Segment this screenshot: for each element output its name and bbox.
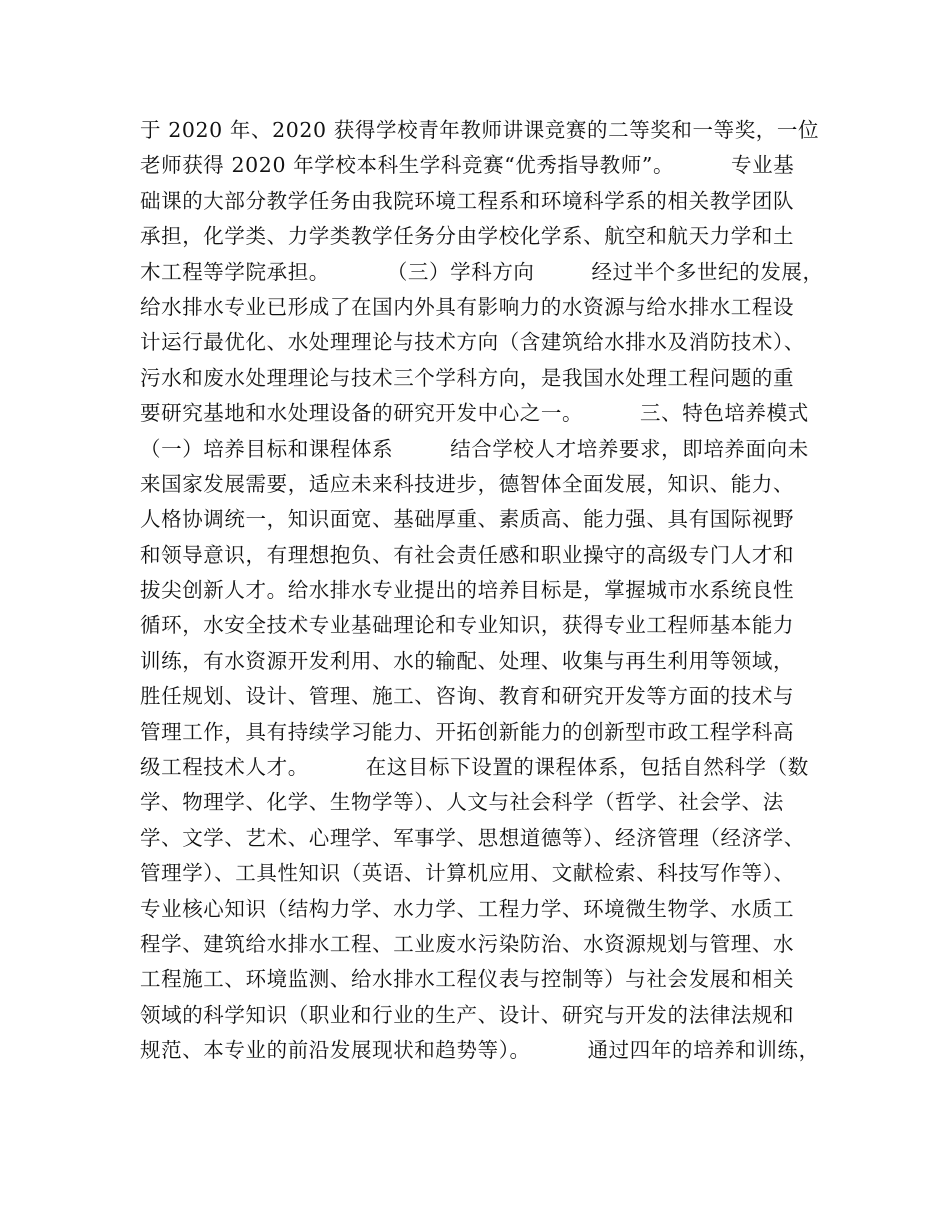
text-line: 来国家发展需要，适应未来科技进步，德智体全面发展，知识、能力、 [140,471,795,496]
text-line: 学、文学、艺术、心理学、军事学、思想道德等）、经济管理（经济学、 [140,825,805,850]
text-line: 循环，水安全技术专业基础理论和专业知识，获得专业工程师基本能力 [140,613,795,638]
text-line: 专业核心知识（结构力学、水力学、工程力学、环境微生物学、水质工 [140,896,795,921]
text-line: 学、物理学、化学、生物学等）、人文与社会科学（哲学、社会学、法 [140,790,784,815]
text-line: 训练，有水资源开发利用、水的输配、处理、收集与再生利用等领域， [140,648,795,673]
body-text [140,113,840,1069]
text-line: 胜任规划、设计、管理、施工、咨询、教育和研究开发等方面的技术与 [140,684,795,709]
text-line: 要研究基地和水处理设备的研究开发中心之一。 三、特色培养模式 [140,401,809,426]
text-line: 于 2020 年、2020 获得学校青年教师讲课竞赛的二等奖和一等奖，一位 [140,118,820,142]
text-line: 级工程技术人才。 在这目标下设置的课程体系，包括自然科学（数 [140,755,809,780]
text-line: 木工程等学院承担。 （三）学科方向 经过半个多世纪的发展， [140,259,824,284]
text-line: 拔尖创新人才。给水排水专业提出的培养目标是，掌握城市水系统良性 [140,578,795,603]
text-line: 污水和废水处理理论与技术三个学科方向，是我国水处理工程问题的重 [140,365,795,390]
text-line: 管理工作，具有持续学习能力、开拓创新能力的创新型市政工程学科高 [140,719,795,744]
text-line: 程学、建筑给水排水工程、工业废水污染防治、水资源规划与管理、水 [140,931,795,956]
text-line: 承担，化学类、力学类教学任务分由学校化学系、航空和航天力学和土 [140,224,795,249]
text-line: 计运行最优化、水处理理论与技术方向（含建筑给水排水及消防技术）、 [140,330,805,355]
text-line: （一）培养目标和课程体系 结合学校人才培养要求，即培养面向未 [140,436,809,461]
text-line: 和领导意识，有理想抱负、有社会责任感和职业操守的高级专门人才和 [140,542,795,567]
text-line: 管理学）、工具性知识（英语、计算机应用、文献检索、科技写作等）、 [140,861,795,886]
text-line: 领域的科学知识（职业和行业的生产、设计、研究与开发的法律法规和 [140,1002,795,1027]
text-line: 础课的大部分教学任务由我院环境工程系和环境科学系的相关教学团队 [140,188,795,213]
text-line: 工程施工、环境监测、给水排水工程仪表与控制等）与社会发展和相关 [140,967,795,992]
text-line: 老师获得 2020 年学校本科生学科竞赛“优秀指导教师”。 专业基 [140,153,795,178]
text-line: 人格协调统一，知识面宽、基础厚重、素质高、能力强、具有国际视野 [140,507,795,532]
text-line: 规范、本专业的前沿发展现状和趋势等）。 通过四年的培养和训练， [140,1038,820,1063]
text-line: 给水排水专业已形成了在国内外具有影响力的水资源与给水排水工程设 [140,294,795,319]
